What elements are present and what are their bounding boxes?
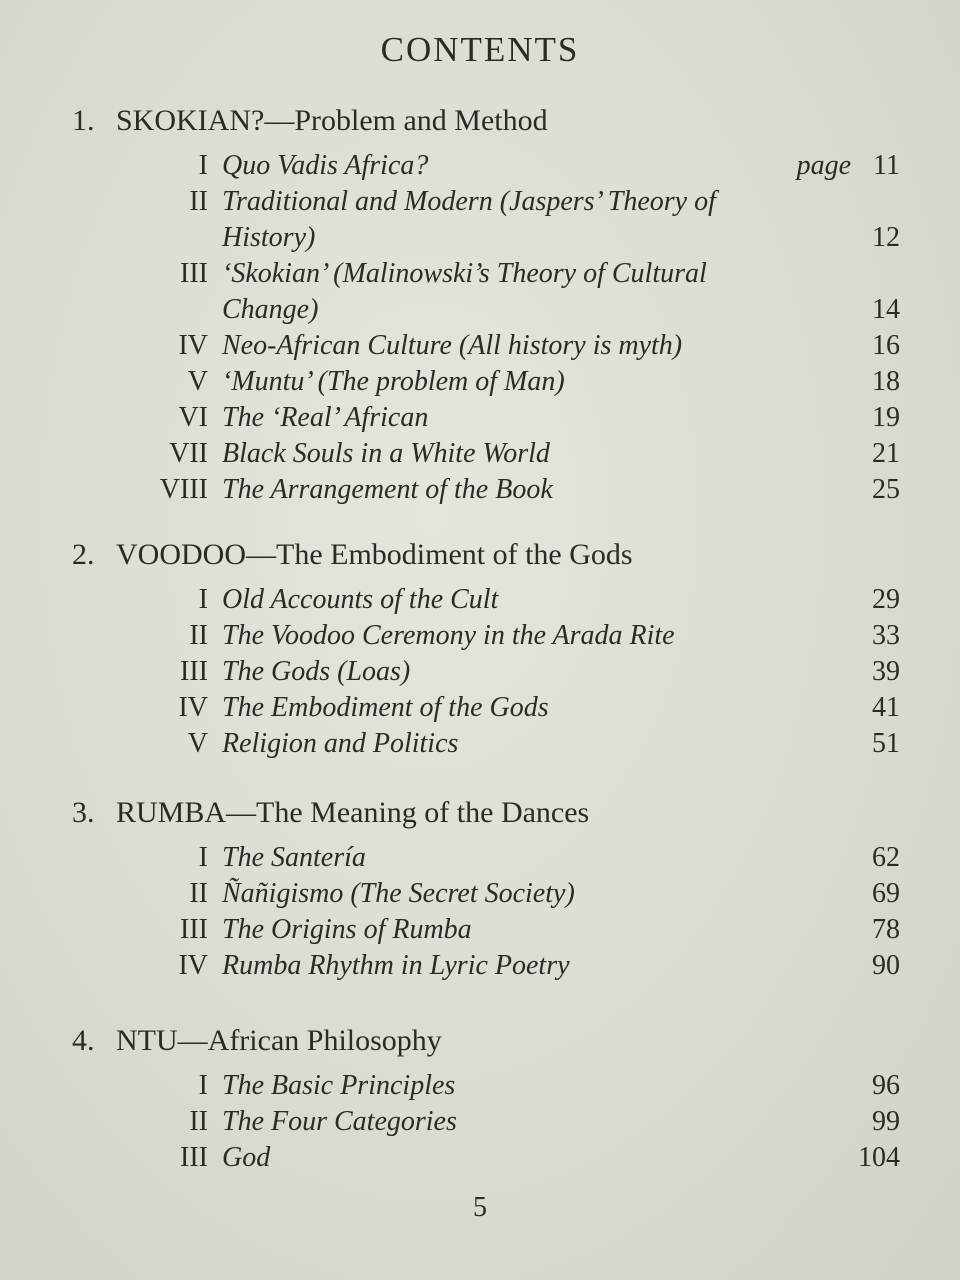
toc-entry[interactable] (0, 1068, 960, 1104)
section-title: The Basic Principles (222, 1070, 456, 1101)
page-number: 41 (872, 692, 900, 723)
toc-entry[interactable] (0, 690, 960, 726)
page-number: 104 (858, 1142, 900, 1173)
toc-entry[interactable] (0, 948, 960, 984)
section-title: The Four Categories (222, 1106, 457, 1137)
section-title: The Santería (222, 842, 366, 873)
page-label: page (796, 150, 852, 181)
section-page-ref (797, 148, 900, 184)
section-numeral: II (189, 186, 208, 217)
section-numeral: V (187, 366, 208, 397)
chapter-number: 4. (72, 1024, 95, 1057)
chapter-3 (0, 796, 960, 984)
chapter-heading (0, 538, 960, 582)
toc-entry[interactable] (0, 328, 960, 364)
page-number: 62 (872, 842, 900, 873)
page-number: 90 (872, 950, 900, 981)
toc-entry[interactable] (0, 1104, 960, 1140)
page-number: 16 (872, 330, 900, 361)
chapter-title: RUMBA—The Meaning of the Dances (116, 796, 590, 829)
page-number: 96 (872, 1070, 900, 1101)
section-numeral: VI (178, 402, 208, 433)
section-title: The Voodoo Ceremony in the Arada Rite (222, 620, 675, 651)
chapter-title: NTU—African Philosophy (116, 1024, 442, 1057)
section-numeral: VII (169, 438, 208, 469)
section-numeral: V (187, 728, 208, 759)
section-numeral: I (198, 842, 208, 873)
toc-entry[interactable] (0, 618, 960, 654)
section-title: Neo-African Culture (All history is myth) (222, 330, 683, 361)
section-numeral: III (180, 258, 208, 289)
chapter-4 (0, 1024, 960, 1176)
section-numeral: II (189, 1106, 208, 1137)
page-number: 33 (872, 620, 900, 651)
section-title: Rumba Rhythm in Lyric Poetry (222, 950, 570, 981)
section-numeral: VIII (159, 474, 208, 505)
page-number-footer: 5 (473, 1192, 487, 1223)
section-numeral: I (198, 584, 208, 615)
toc-entry[interactable] (0, 256, 960, 328)
page-number: 11 (873, 150, 900, 181)
toc-entry[interactable] (0, 472, 960, 508)
section-title: ‘Skokian’ (Malinowski’s Theory of Cultural Change) (222, 258, 707, 325)
page-number: 19 (872, 402, 900, 433)
section-numeral: IV (178, 330, 208, 361)
toc-entry[interactable] (0, 1140, 960, 1176)
chapter-heading (0, 1024, 960, 1068)
section-title: ‘Muntu’ (The problem of Man) (222, 366, 565, 397)
page-number: 69 (872, 878, 900, 909)
chapter-heading (0, 104, 960, 148)
toc-entry[interactable] (0, 582, 960, 618)
page-number: 78 (872, 914, 900, 945)
page-number: 25 (872, 474, 900, 505)
toc-entry[interactable] (0, 400, 960, 436)
page-number: 14 (872, 294, 900, 325)
section-title: Quo Vadis Africa? (222, 150, 429, 181)
chapter-number: 2. (72, 538, 95, 571)
toc-entry[interactable] (0, 184, 960, 256)
toc-entry[interactable] (0, 876, 960, 912)
section-title: The Embodiment of the Gods (222, 692, 549, 723)
section-title: Religion and Politics (222, 728, 459, 759)
toc-entry[interactable] (0, 912, 960, 948)
toc-entry[interactable] (0, 840, 960, 876)
toc-entry[interactable] (0, 436, 960, 472)
toc-entry[interactable] (0, 148, 960, 184)
chapter-2 (0, 538, 960, 762)
section-title: The Origins of Rumba (222, 914, 472, 945)
chapter-number: 3. (72, 796, 95, 829)
section-title: The ‘Real’ African (222, 402, 429, 433)
section-title: God (222, 1142, 271, 1173)
page-number: 12 (872, 222, 900, 253)
section-numeral: III (180, 1142, 208, 1173)
section-numeral: IV (178, 950, 208, 981)
section-title: Old Accounts of the Cult (222, 584, 499, 615)
section-title: Traditional and Modern (Jaspers’ Theory of History) (222, 186, 716, 253)
toc-entry[interactable] (0, 726, 960, 762)
section-numeral: I (198, 150, 208, 181)
chapter-number: 1. (72, 104, 95, 137)
page-number: 51 (872, 728, 900, 759)
toc-entry[interactable] (0, 654, 960, 690)
toc-entry[interactable] (0, 364, 960, 400)
page-number: 18 (872, 366, 900, 397)
page-number: 99 (872, 1106, 900, 1137)
section-numeral: II (189, 878, 208, 909)
section-numeral: IV (178, 692, 208, 723)
section-title: Black Souls in a White World (222, 438, 550, 469)
section-title: Ñañigismo (The Secret Society) (222, 878, 575, 909)
chapter-heading (0, 796, 960, 840)
section-title: The Gods (Loas) (222, 656, 411, 687)
section-numeral: III (180, 656, 208, 687)
chapter-title: VOODOO—The Embodiment of the Gods (116, 538, 633, 571)
section-numeral: III (180, 914, 208, 945)
page-number: 39 (872, 656, 900, 687)
section-title: The Arrangement of the Book (222, 474, 553, 505)
chapter-title: SKOKIAN?—Problem and Method (116, 104, 548, 137)
section-numeral: II (189, 620, 208, 651)
page-number: 21 (872, 438, 900, 469)
section-numeral: I (198, 1070, 208, 1101)
page-title: CONTENTS (380, 30, 580, 69)
page-number: 29 (872, 584, 900, 615)
chapter-1 (0, 104, 960, 508)
